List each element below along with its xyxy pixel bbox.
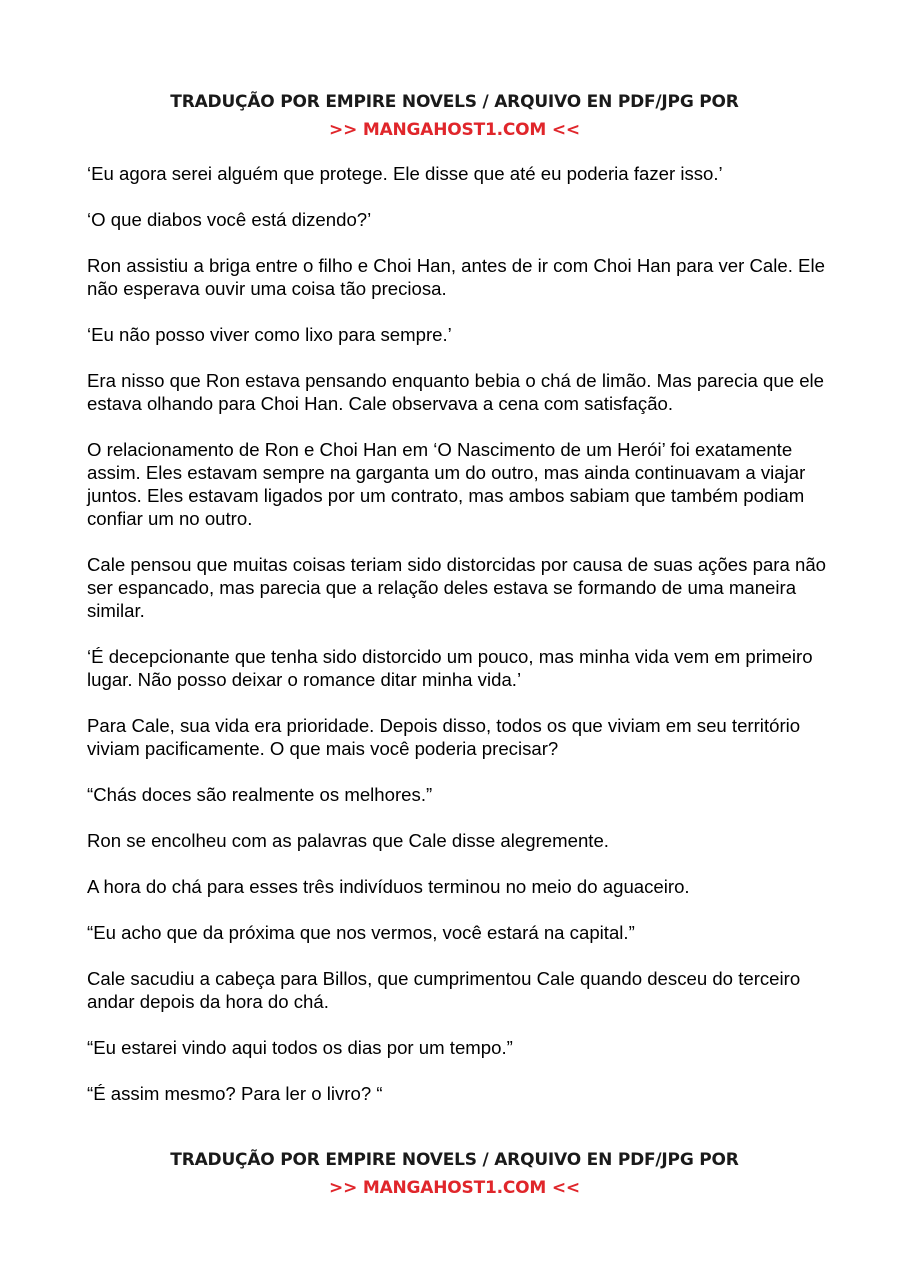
paragraph: ‘É decepcionante que tenha sido distorcido um pouco, mas minha vida vem em primeiro lugar. Não posso deixar o romance ditar minha vida.’ bbox=[87, 646, 813, 690]
paragraph: Cale pensou que muitas coisas teriam sido distorcidas por causa de suas ações para não ser espancado, mas parecia que a relação deles estava se formando de uma maneira similar. bbox=[87, 554, 827, 621]
paragraph: “É assim mesmo? Para ler o livro? “ bbox=[87, 1083, 383, 1104]
footer-credit-banner bbox=[0, 1146, 909, 1202]
footer-site-link[interactable]: >> MANGAHOST1.COM << bbox=[329, 1178, 580, 1198]
paragraph: Ron se encolheu com as palavras que Cale disse alegremente. bbox=[87, 830, 609, 851]
paragraph: A hora do chá para esses três indivíduos terminou no meio do aguaceiro. bbox=[87, 876, 690, 897]
paragraph: O relacionamento de Ron e Choi Han em ‘O Nascimento de um Herói’ foi exatamente assim. Eles estavam sempre na garganta um do outro, mas ainda continuavam a viajar juntos. Eles estavam ligados por um contrato, mas ambos sabiam que também podiam confiar um no outro. bbox=[87, 439, 806, 529]
paragraph: “Eu estarei vindo aqui todos os dias por um tempo.” bbox=[87, 1037, 513, 1058]
paragraph: “Chás doces são realmente os melhores.” bbox=[87, 784, 433, 805]
paragraph: ‘Eu não posso viver como lixo para sempre.’ bbox=[87, 324, 452, 345]
paragraph: Ron assistiu a briga entre o filho e Choi Han, antes de ir com Choi Han para ver Cale. Ele não esperava ouvir uma coisa tão preciosa. bbox=[87, 255, 825, 299]
header-site-link[interactable]: >> MANGAHOST1.COM << bbox=[329, 120, 580, 140]
header-credit-banner bbox=[0, 88, 909, 144]
paragraph: “Eu acho que da próxima que nos vermos, você estará na capital.” bbox=[87, 922, 635, 943]
paragraph: Para Cale, sua vida era prioridade. Depois disso, todos os que viviam em seu território viviam pacificamente. O que mais você poderia precisar? bbox=[87, 715, 801, 759]
paragraph: ‘O que diabos você está dizendo?’ bbox=[87, 209, 372, 230]
footer-credit-text: TRADUÇÃO POR EMPIRE NOVELS / ARQUIVO EN PDF/JPG POR bbox=[170, 1150, 739, 1170]
paragraph: Cale sacudiu a cabeça para Billos, que cumprimentou Cale quando desceu do terceiro andar depois da hora do chá. bbox=[87, 968, 801, 1012]
header-credit-text: TRADUÇÃO POR EMPIRE NOVELS / ARQUIVO EN PDF/JPG POR bbox=[170, 92, 739, 112]
paragraph: Era nisso que Ron estava pensando enquanto bebia o chá de limão. Mas parecia que ele estava olhando para Choi Han. Cale observava a cena com satisfação. bbox=[87, 370, 825, 414]
paragraph: ‘Eu agora serei alguém que protege. Ele disse que até eu poderia fazer isso.’ bbox=[87, 163, 723, 184]
chapter-body bbox=[87, 162, 827, 1128]
